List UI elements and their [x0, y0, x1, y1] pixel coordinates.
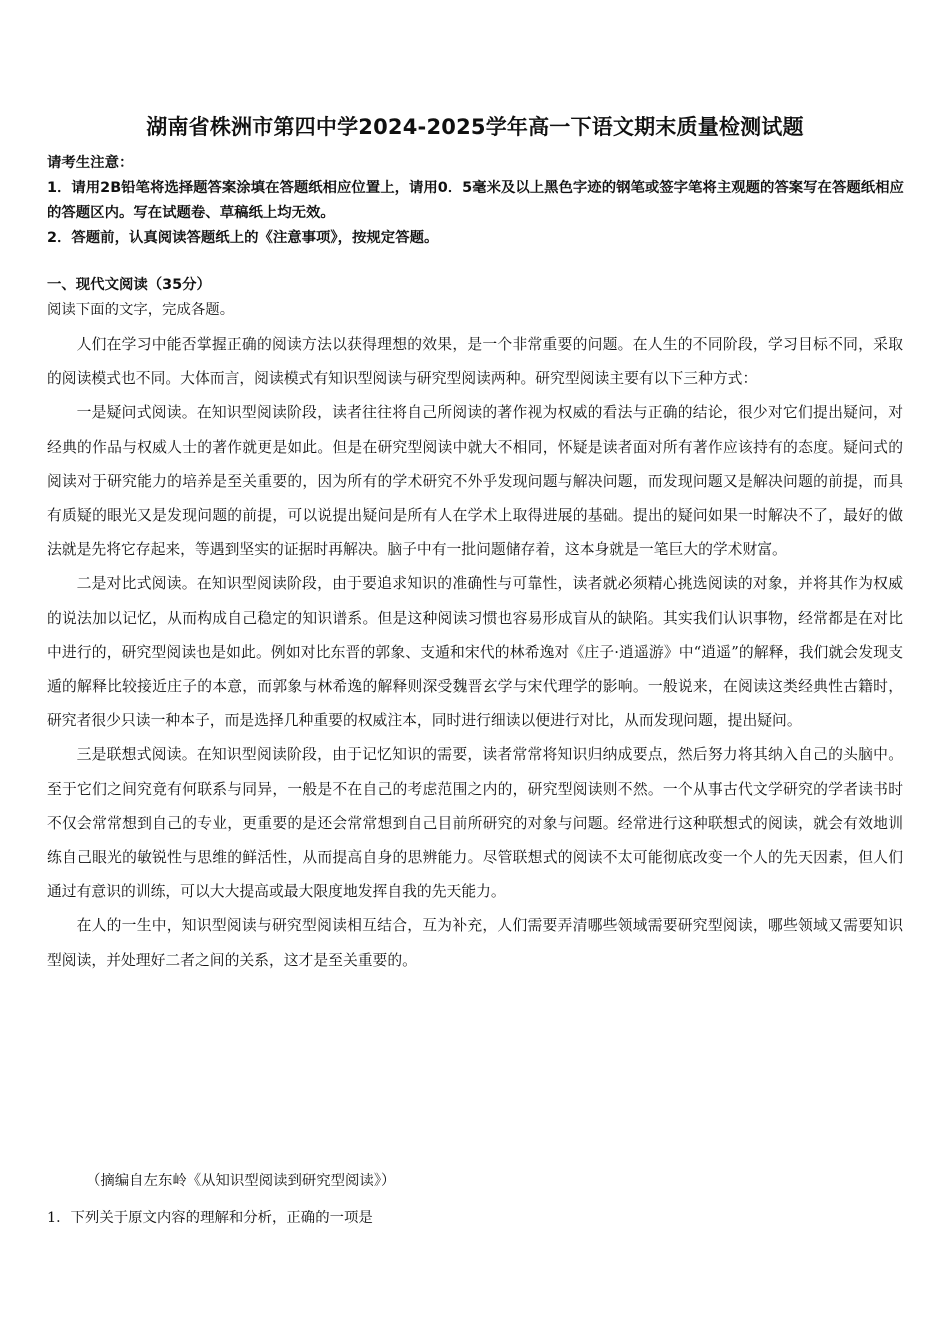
passage-paragraph: 在人的一生中，知识型阅读与研究型阅读相互结合，互为补充，人们需要弄清哪些领域需要研究型阅读，哪些领域又需要知识型阅读，并处理好二者之间的关系，这才是至关重要的。 — [47, 917, 903, 969]
question-1: 1．下列关于原文内容的理解和分析，正确的一项是 — [47, 1210, 373, 1226]
notice-item-1: 1．请用2B铅笔将选择题答案涂填在答题纸相应位置上，请用0．5毫米及以上黑色字迹的钢笔或签字笔将主观题的答案写在答题纸相应的答题区内。写在试题卷、草稿纸上均无效。 — [47, 180, 904, 221]
passage-paragraph: 二是对比式阅读。在知识型阅读阶段，由于要追求知识的准确性与可靠性，读者就必须精心挑选阅读的对象，并将其作为权威的说法加以记忆，从而构成自己稳定的知识谱系。但是这种阅读习惯也容易形成盲从的缺陷。其实我们认识事物，经常都是在对比中进行的，研究型阅读也是如此。例如对比东晋的郭象、支遁和宋代的林希逸对《庄子·逍遥游》中“逍遥”的解释，我们就会发现支遁的解释比较接近庄子的本意，而郭象与林希逸的解释则深受魏晋玄学与宋代理学的影响。一般说来，在阅读这类经典性古籍时，研究者很少只读一种本子，而是选择几种重要的权威注本，同时进行细读以便进行对比，从而发现问题，提出疑问。 — [47, 575, 903, 730]
exam-title: 湖南省株洲市第四中学2024-2025学年高一下语文期末质量检测试题 — [146, 115, 804, 139]
section-heading: 一、现代文阅读（35分） — [47, 277, 211, 293]
passage-source: （摘编自左东岭《从知识型阅读到研究型阅读》） — [86, 1173, 396, 1189]
reading-passage — [47, 328, 903, 978]
notice-heading: 请考生注意： — [47, 155, 134, 171]
notice-item-2: 2．答题前，认真阅读答题纸上的《注意事项》，按规定答题。 — [47, 230, 439, 246]
passage-paragraph: 一是疑问式阅读。在知识型阅读阶段，读者往往将自己所阅读的著作视为权威的看法与正确的结论，很少对它们提出疑问，对经典的作品与权威人士的著作就更是如此。但是在研究型阅读中就大不相同，怀疑是读者面对所有著作应该持有的态度。疑问式的阅读对于研究能力的培养是至关重要的，因为所有的学术研究不外乎发现问题与解决问题，而发现问题又是解决问题的前提，而具有质疑的眼光又是发现问题的前提，可以说提出疑问是所有人在学术上取得进展的基础。提出的疑问如果一时解决不了，最好的做法就是先将它存起来，等遇到坚实的证据时再解决。脑子中有一批问题储存着，这本身就是一笔巨大的学术财富。 — [47, 404, 903, 559]
candidate-notice — [47, 151, 907, 251]
passage-paragraph: 人们在学习中能否掌握正确的阅读方法以获得理想的效果，是一个非常重要的问题。在人生的不同阶段，学习目标不同，采取的阅读模式也不同。大体而言，阅读模式有知识型阅读与研究型阅读两种。研究型阅读主要有以下三种方式： — [47, 336, 903, 388]
passage-paragraph: 三是联想式阅读。在知识型阅读阶段，由于记忆知识的需要，读者常常将知识归纳成要点，然后努力将其纳入自己的头脑中。至于它们之间究竟有何联系与同异，一般是不在自己的考虑范围之内的，研究型阅读则不然。一个从事古代文学研究的学者读书时不仅会常常想到自己的专业，更重要的是还会常常想到自己目前所研究的对象与问题。经常进行这种联想式的阅读，就会有效地训练自己眼光的敏锐性与思维的鲜活性，从而提高自身的思辨能力。尽管联想式的阅读不太可能彻底改变一个人的先天因素，但人们通过有意识的训练，可以大大提高或最大限度地发挥自我的先天能力。 — [47, 746, 903, 901]
section-instruction: 阅读下面的文字，完成各题。 — [47, 302, 235, 318]
